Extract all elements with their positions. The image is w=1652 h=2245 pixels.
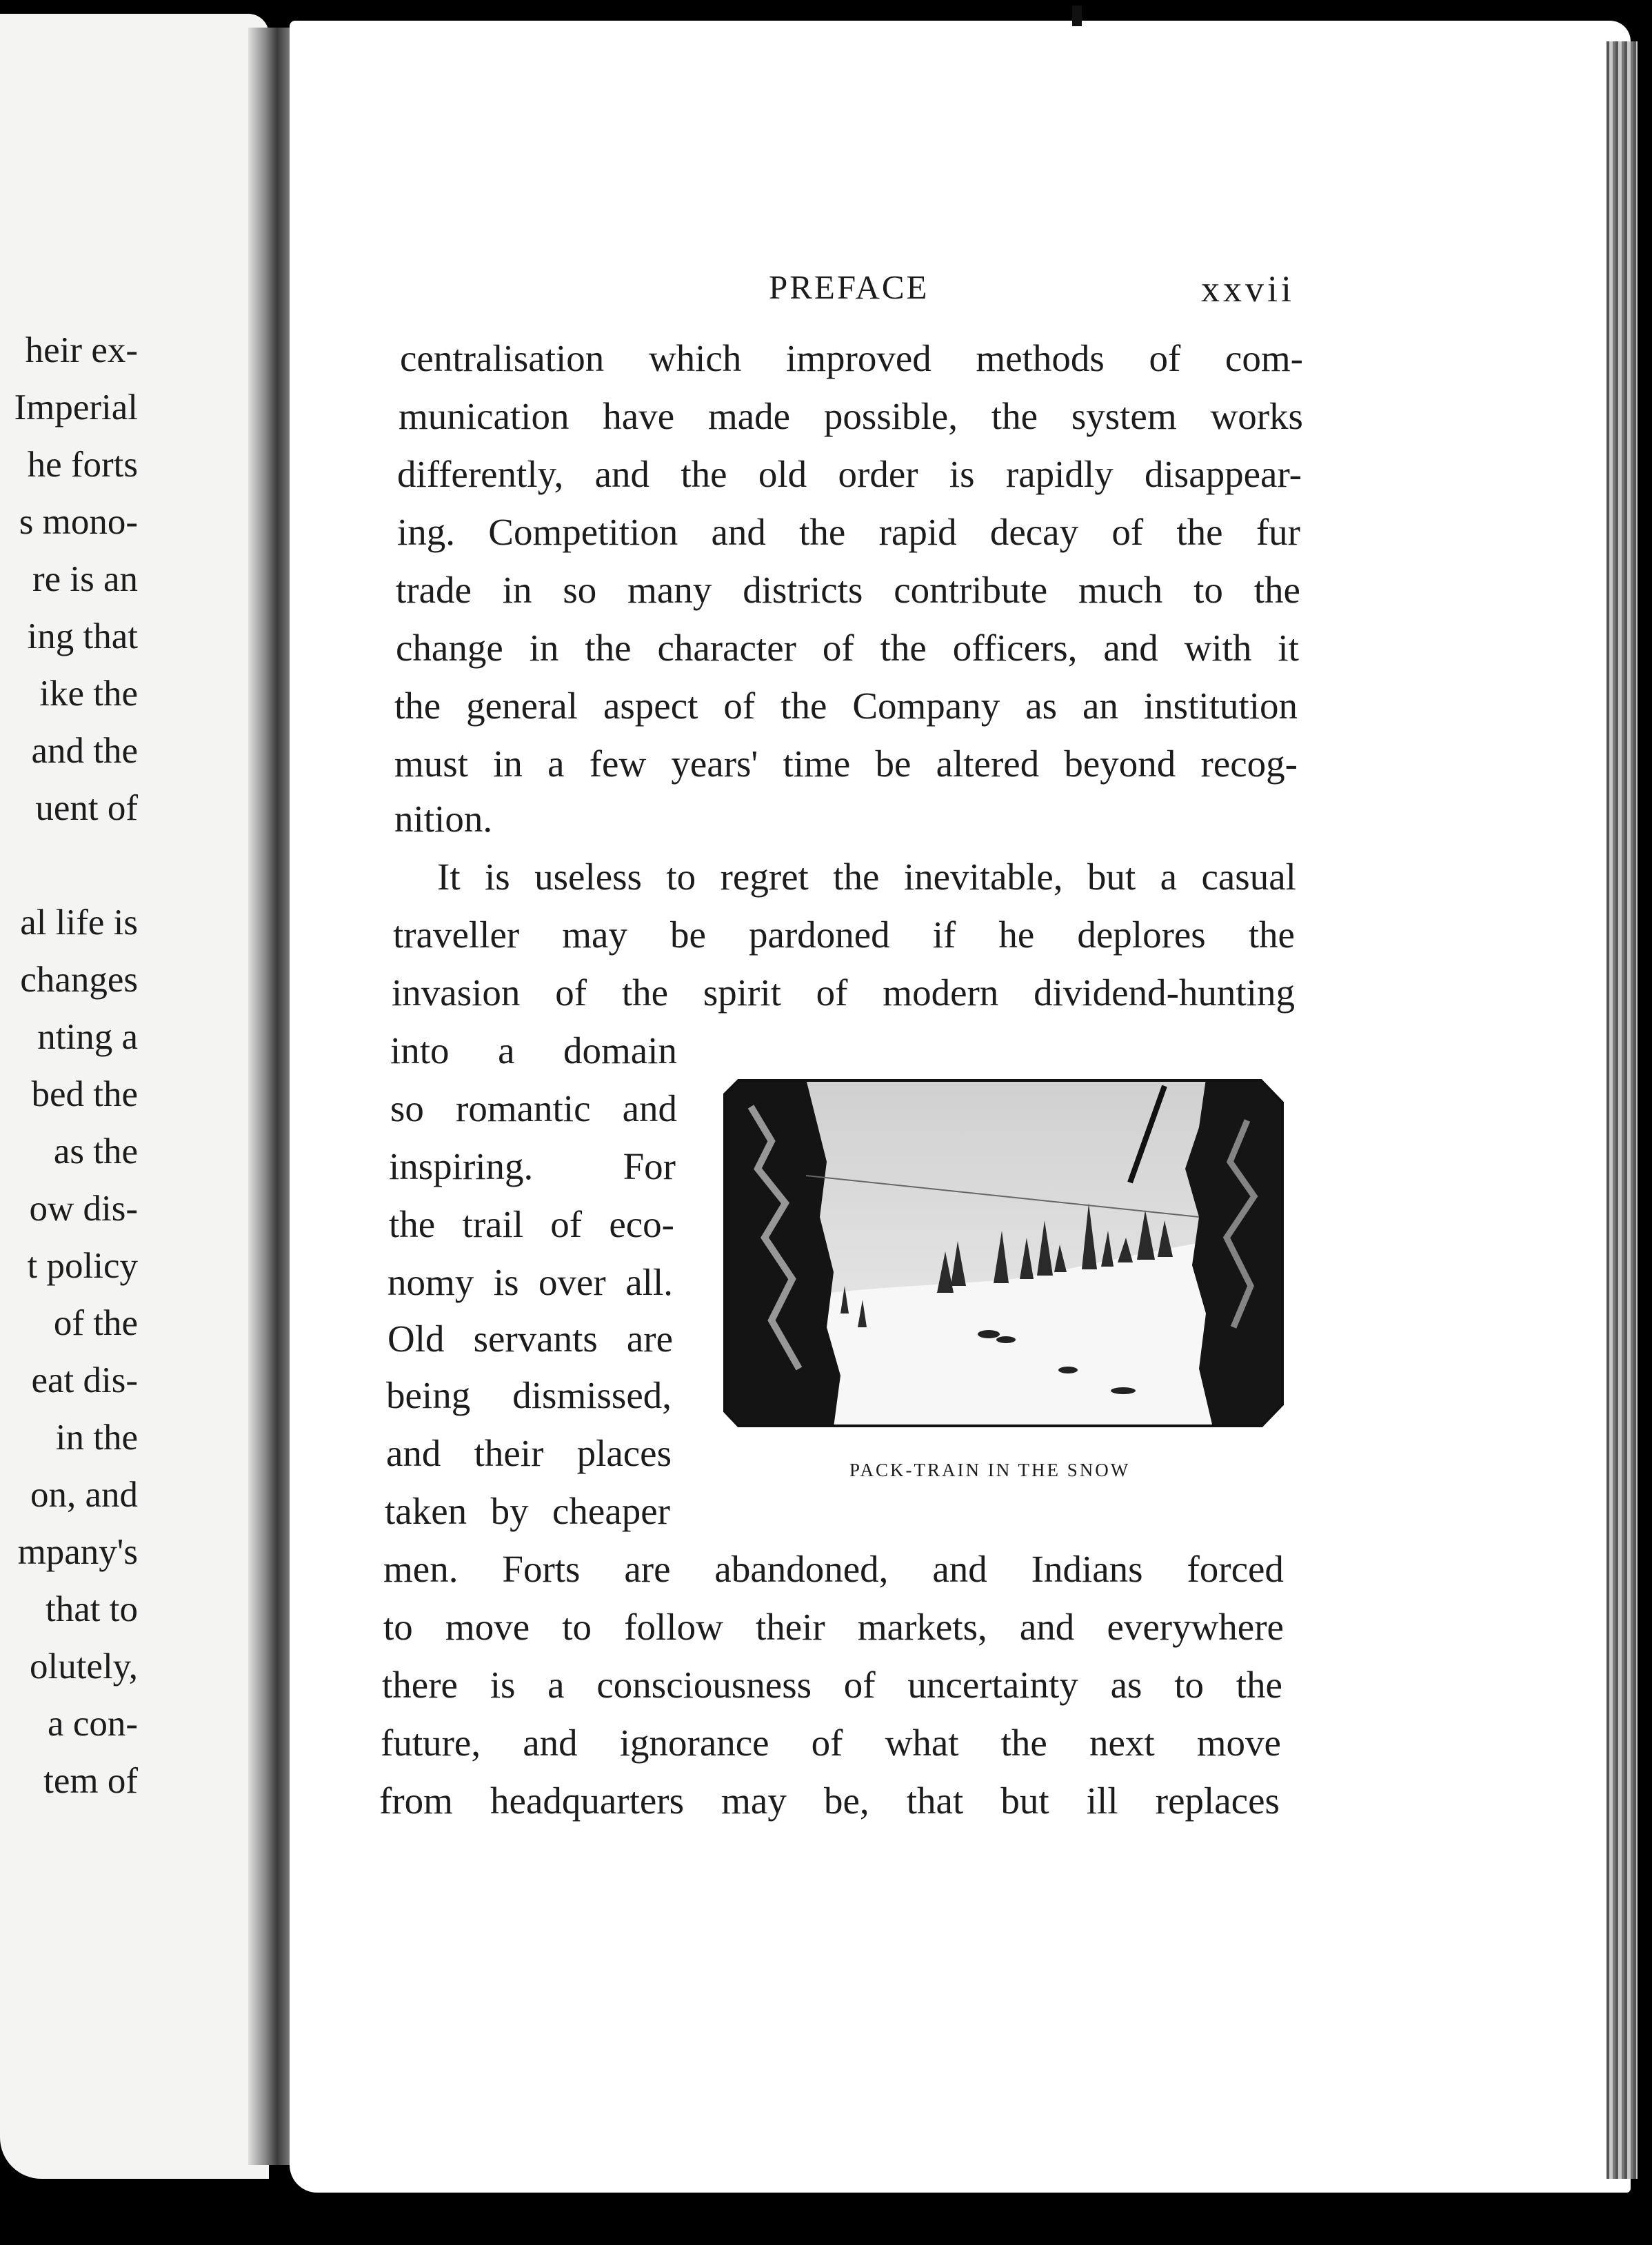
word: is (485, 856, 510, 898)
word: to (1193, 569, 1223, 611)
word: is (493, 1261, 519, 1303)
word: a (547, 743, 565, 785)
word: servants (473, 1318, 598, 1360)
word: to (562, 1606, 592, 1648)
word: modern (883, 972, 999, 1014)
word: the (1253, 569, 1300, 611)
word: of (550, 1203, 583, 1245)
word: and (932, 1548, 987, 1590)
facing-line: heir ex- (25, 330, 138, 370)
word: in (502, 569, 532, 611)
word: in (529, 627, 559, 669)
facing-line: mpany's (17, 1532, 138, 1572)
facing-line: he forts (27, 445, 138, 485)
word: trade (396, 569, 472, 611)
word: what (885, 1722, 959, 1764)
body-line (392, 972, 1295, 1014)
word: Old (387, 1318, 445, 1360)
word: there (382, 1664, 458, 1706)
page-edges (1606, 41, 1638, 2179)
word: system (1071, 395, 1177, 437)
word: if (932, 914, 956, 956)
facing-line: eat dis- (31, 1360, 138, 1400)
word: differently, (397, 453, 564, 495)
word: beyond (1064, 743, 1176, 785)
word: uncertainty (907, 1664, 1078, 1706)
word: Indians (1031, 1548, 1143, 1590)
word: rapidly (1005, 453, 1114, 495)
word: an (1082, 685, 1118, 727)
word: Company (852, 685, 1000, 727)
facing-line: s mono- (19, 502, 138, 542)
word: so (390, 1087, 424, 1129)
word: traveller (393, 914, 520, 956)
word: to (1174, 1664, 1204, 1706)
word: officers, (952, 627, 1078, 669)
word: be, (823, 1780, 869, 1822)
word: dividend-hunting (1034, 972, 1295, 1014)
word: the (1236, 1664, 1282, 1706)
facing-line: changes (20, 960, 138, 1000)
word: Competition (488, 511, 678, 553)
word: Forts (502, 1548, 581, 1590)
word: munication (399, 395, 570, 437)
word: places (576, 1432, 672, 1474)
photo-plate (723, 1079, 1284, 1427)
word: in (493, 743, 523, 785)
word: rapid (878, 511, 957, 553)
word: made (707, 395, 791, 437)
body-line (383, 1550, 1284, 1588)
word: aspect (603, 685, 698, 727)
word: by (490, 1490, 529, 1532)
word: casual (1201, 856, 1296, 898)
word: districts (743, 569, 863, 611)
word: which (648, 337, 742, 379)
body-line (389, 1147, 676, 1185)
facing-line: ike the (39, 674, 138, 714)
word: disappear- (1145, 453, 1302, 495)
word: forced (1187, 1548, 1284, 1590)
facing-page (0, 14, 269, 2179)
word: possible, (823, 395, 958, 437)
word: decay (989, 511, 1079, 553)
word: future, (381, 1722, 481, 1764)
word: trail (462, 1203, 524, 1245)
word: altered (936, 743, 1040, 785)
word: it (1278, 627, 1299, 669)
word: It (437, 856, 461, 898)
running-head-title: PREFACE (769, 268, 929, 306)
word: but (1087, 856, 1136, 898)
facing-line: tem of (43, 1761, 138, 1801)
facing-line: uent of (35, 788, 138, 828)
word: the (833, 856, 880, 898)
word: replaces (1155, 1780, 1280, 1822)
word: a (498, 1029, 515, 1071)
body-line (399, 397, 1303, 435)
word: deplores (1077, 914, 1206, 956)
word: of (811, 1722, 843, 1764)
body-line (383, 1608, 1284, 1646)
word: their (474, 1432, 544, 1474)
word: inspiring. (389, 1145, 534, 1187)
word: so (563, 569, 597, 611)
page-number: xxvii (1201, 268, 1296, 310)
word: and (622, 1087, 677, 1129)
facing-line: in the (55, 1418, 138, 1458)
word: years' (671, 743, 758, 785)
word: their (755, 1606, 825, 1648)
word: eco- (609, 1203, 674, 1245)
word: to (383, 1606, 413, 1648)
body-line (396, 629, 1299, 667)
word: works (1210, 395, 1303, 437)
facing-line: as the (53, 1131, 138, 1171)
facing-line: ing that (27, 616, 138, 656)
word: contribute (894, 569, 1048, 611)
word: cheaper (552, 1490, 670, 1532)
body-line (393, 916, 1295, 954)
body-line (381, 1724, 1281, 1762)
facing-line: ow dis- (29, 1189, 138, 1229)
word: is (490, 1664, 516, 1706)
word: methods (976, 337, 1105, 379)
word: of (816, 972, 848, 1014)
body-line (390, 1031, 677, 1069)
word: dismissed, (512, 1374, 672, 1416)
word: and (1019, 1606, 1075, 1648)
word: recog- (1200, 743, 1298, 785)
word: centralisation (400, 337, 605, 379)
body-line (389, 1205, 674, 1243)
word: taken (385, 1490, 467, 1532)
facing-line: nting a (37, 1017, 138, 1057)
facing-line: that to (46, 1589, 138, 1629)
word: and (711, 511, 766, 553)
facing-line: a con- (48, 1704, 138, 1744)
word: and (523, 1722, 578, 1764)
word: as (1025, 685, 1058, 727)
word: much (1078, 569, 1163, 611)
word: follow (624, 1606, 723, 1648)
facing-line: on, and (30, 1475, 138, 1515)
word: the (621, 972, 669, 1014)
figure-caption: PACK-TRAIN IN THE SNOW (849, 1460, 1131, 1480)
word: romantic (456, 1087, 591, 1129)
word: domain (563, 1029, 677, 1071)
word: com- (1225, 337, 1303, 379)
body-line: nition. (394, 798, 493, 840)
word: may (562, 914, 627, 956)
facing-line: Imperial (14, 387, 138, 427)
body-line (387, 1320, 673, 1358)
body-line (397, 455, 1302, 493)
body-line (394, 745, 1298, 783)
word: pardoned (749, 914, 890, 956)
word: to (666, 856, 696, 898)
body-line (382, 1666, 1282, 1704)
word: invasion (392, 972, 521, 1014)
word: have (603, 395, 675, 437)
word: fur (1256, 511, 1300, 553)
word: change (396, 627, 503, 669)
word: For (623, 1145, 676, 1187)
facing-line: bed the (31, 1074, 138, 1114)
facing-line: and the (31, 731, 138, 771)
word: everywhere (1107, 1606, 1284, 1648)
word: that (906, 1780, 964, 1822)
body-line (396, 571, 1300, 609)
word: be (670, 914, 706, 956)
word: the (585, 627, 632, 669)
word: be (875, 743, 911, 785)
facing-line: re is an (32, 559, 138, 599)
word: improved (785, 337, 931, 379)
facing-line: t policy (27, 1246, 138, 1286)
word: a (547, 1664, 565, 1706)
word: as (1110, 1664, 1142, 1706)
word: move (1196, 1722, 1281, 1764)
word: and (386, 1432, 441, 1474)
word: the (1248, 914, 1295, 956)
word: being (386, 1374, 471, 1416)
word: are (626, 1318, 673, 1360)
word: is (949, 453, 975, 495)
word: the (1176, 511, 1223, 553)
word: and (1103, 627, 1158, 669)
word: men. (383, 1548, 459, 1590)
word: inevitable, (903, 856, 1063, 898)
snow-scene-image (723, 1079, 1284, 1427)
word: of (723, 685, 756, 727)
word: consciousness (596, 1664, 812, 1706)
scan-speck (1072, 6, 1082, 26)
word: headquarters (490, 1780, 685, 1822)
word: are (624, 1548, 671, 1590)
word: old (758, 453, 807, 495)
word: general (466, 685, 578, 727)
body-line (387, 1263, 673, 1301)
word: ignorance (619, 1722, 769, 1764)
word: institution (1143, 685, 1298, 727)
word: abandoned, (714, 1548, 889, 1590)
word: the (880, 627, 927, 669)
word: move (445, 1606, 530, 1648)
word: of (1149, 337, 1181, 379)
paragraph-first-line (437, 858, 1296, 896)
word: markets, (857, 1606, 987, 1648)
facing-line: al life is (20, 903, 138, 943)
word: ill (1086, 1780, 1118, 1822)
word: the (681, 453, 727, 495)
body-line (400, 339, 1303, 377)
word: must (394, 743, 468, 785)
word: spirit (703, 972, 781, 1014)
word: with (1184, 627, 1252, 669)
word: of (843, 1664, 876, 1706)
body-line (386, 1434, 672, 1472)
body-line (397, 513, 1300, 551)
word: into (390, 1029, 450, 1071)
body-line (394, 687, 1298, 725)
word: next (1089, 1722, 1155, 1764)
word: useless (534, 856, 642, 898)
word: a (1160, 856, 1178, 898)
word: all. (625, 1261, 673, 1303)
body-line (379, 1782, 1280, 1820)
word: the (780, 685, 827, 727)
word: from (379, 1780, 453, 1822)
word: he (998, 914, 1035, 956)
word: time (783, 743, 851, 785)
word: order (838, 453, 918, 495)
word: the (991, 395, 1038, 437)
word: and (594, 453, 650, 495)
facing-line: olutely, (29, 1647, 138, 1687)
word: few (589, 743, 647, 785)
word: many (627, 569, 712, 611)
word: may (721, 1780, 787, 1822)
body-line (390, 1089, 677, 1127)
word: but (1000, 1780, 1049, 1822)
word: of (822, 627, 854, 669)
body-line (386, 1376, 672, 1414)
word: character (657, 627, 796, 669)
word: the (389, 1203, 436, 1245)
word: the (394, 685, 441, 727)
word: regret (720, 856, 809, 898)
word: the (1000, 1722, 1047, 1764)
facing-line: of the (53, 1303, 138, 1343)
word: of (1111, 511, 1144, 553)
word: over (538, 1261, 606, 1303)
word: nomy (387, 1261, 474, 1303)
body-line (385, 1492, 670, 1530)
word: ing. (397, 511, 456, 553)
word: of (555, 972, 587, 1014)
word: the (799, 511, 846, 553)
